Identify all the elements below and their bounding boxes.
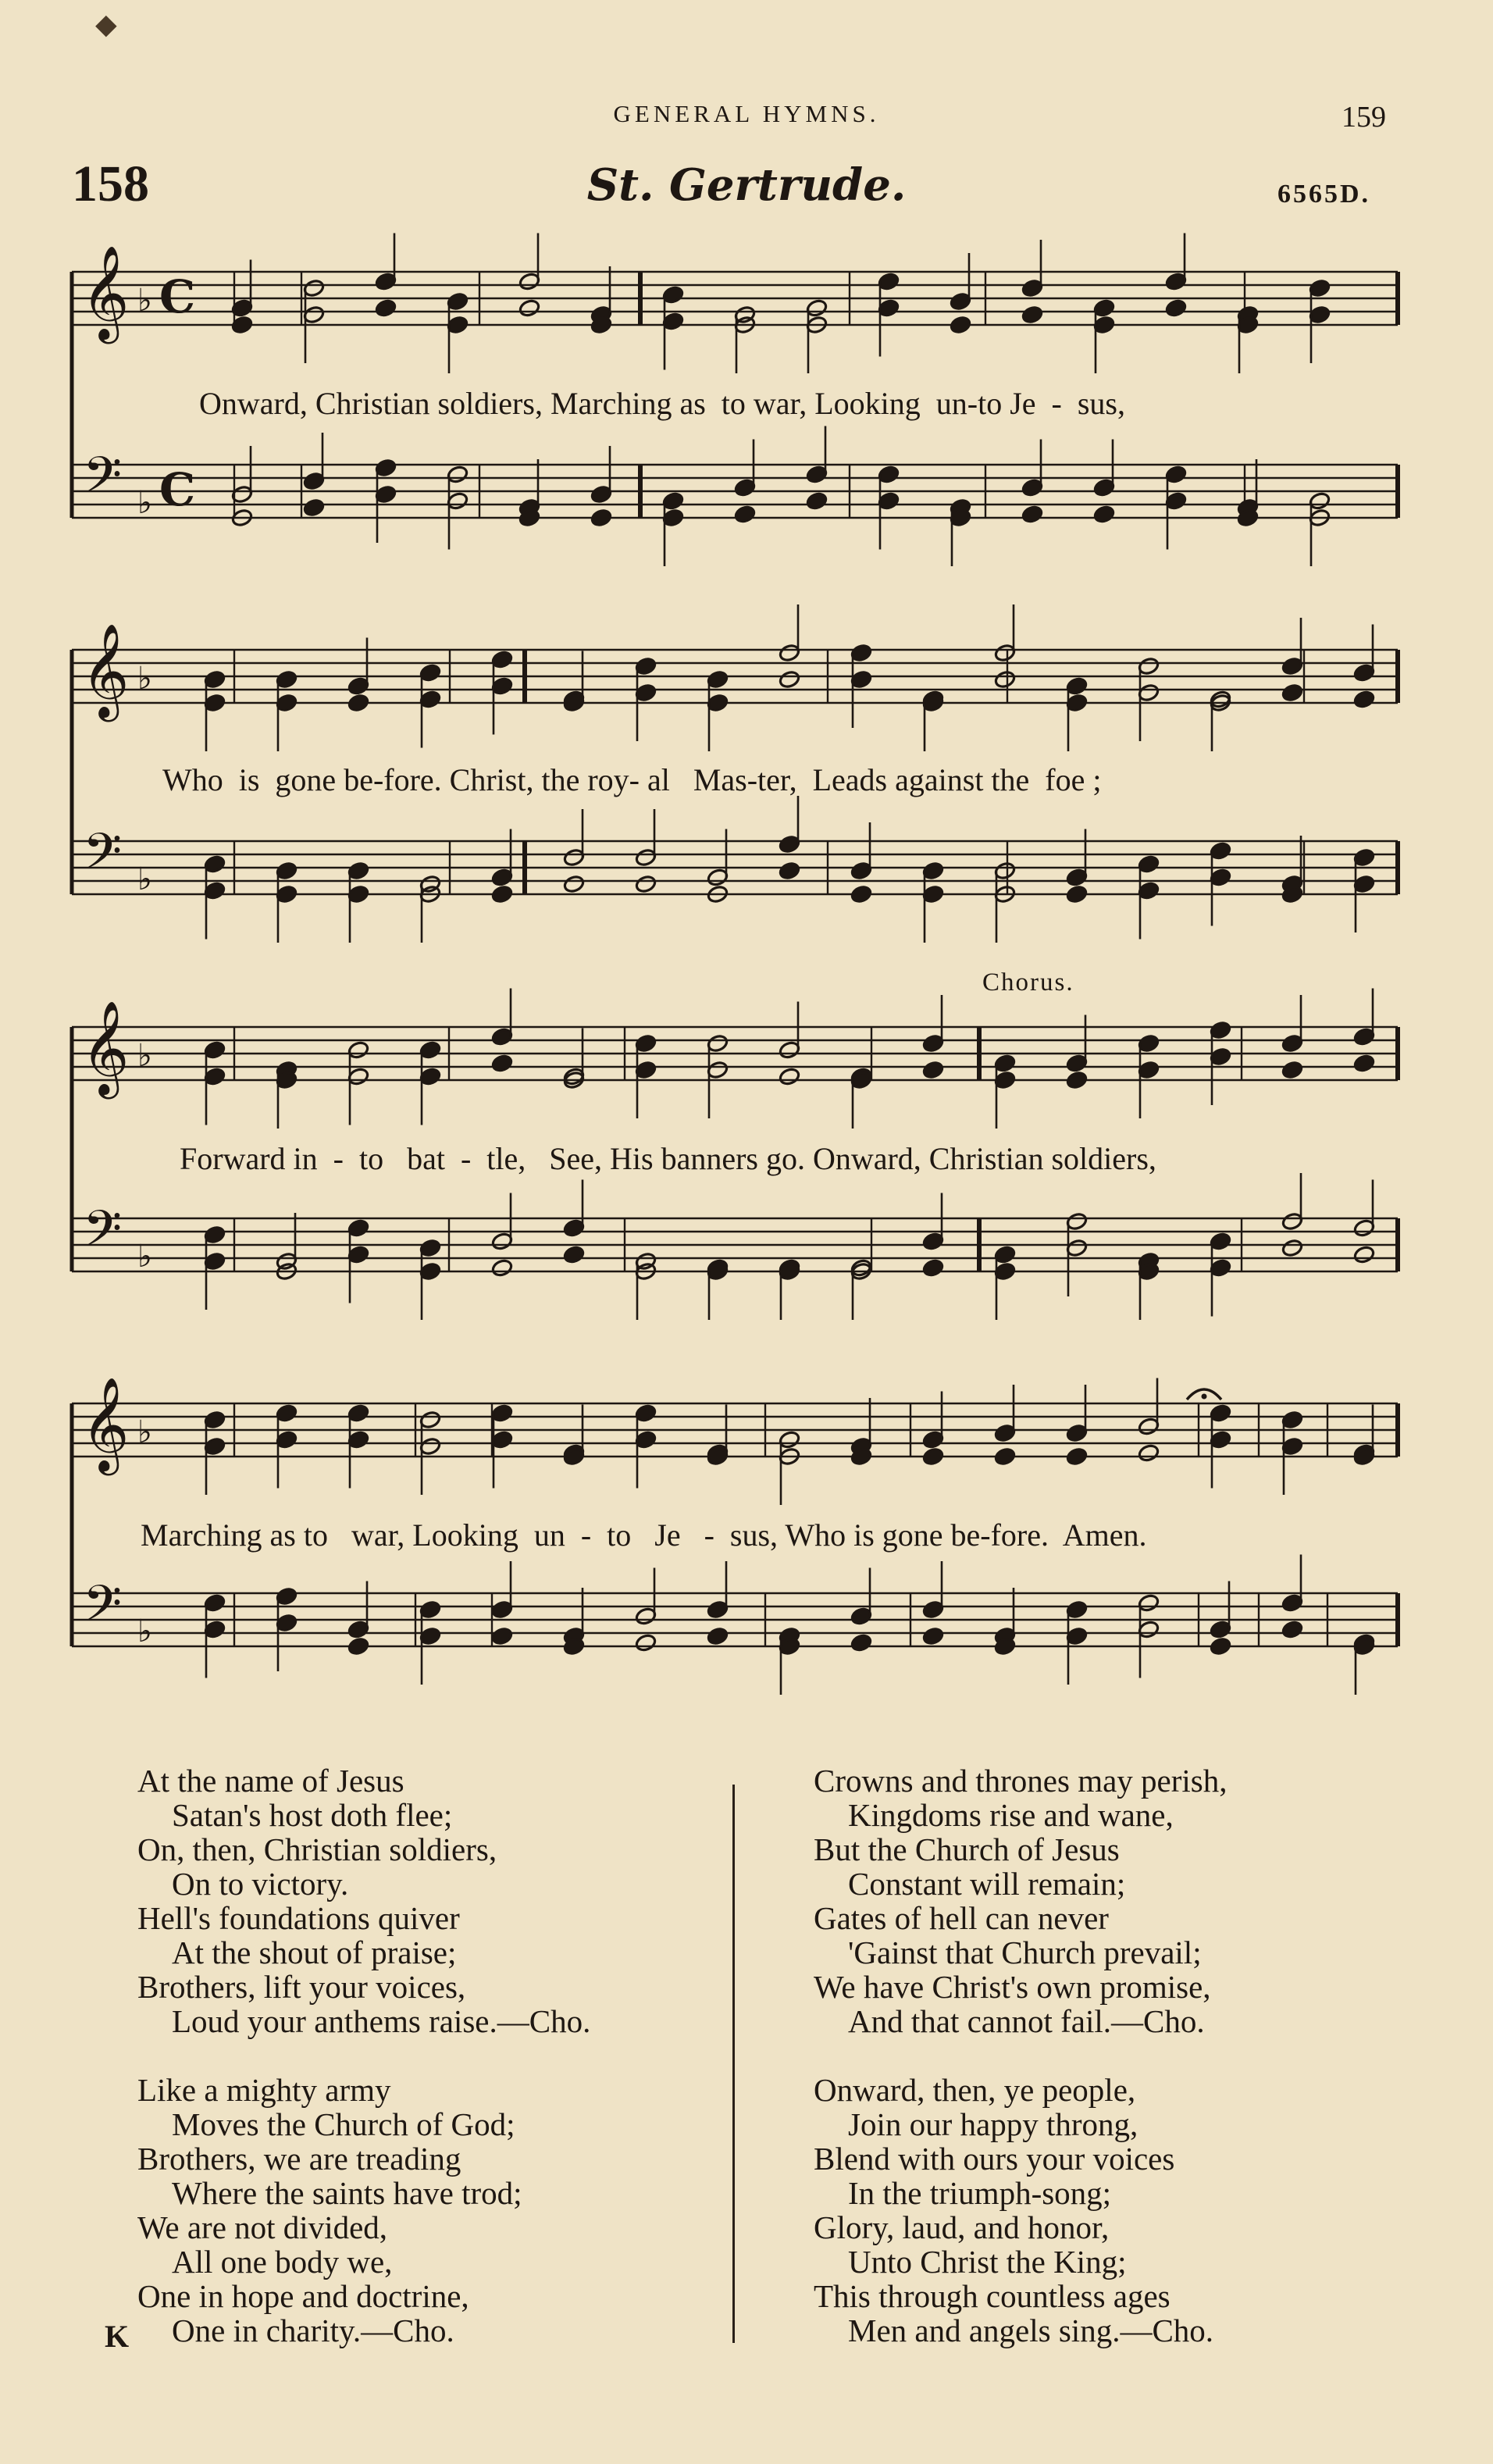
bass-note-head [1093,505,1116,524]
verse-line: Onward, then, ye people, [814,2072,1136,2108]
bass-note-head [922,1627,945,1646]
treble-clef-icon: 𝄞 [81,1000,130,1095]
verse-line: Hell's foundations quiver [137,1900,460,1936]
treble-note-head [1021,305,1044,325]
verse-line: This through countless ages [814,2278,1171,2314]
flat-key-signature-icon: ♭ [137,1239,152,1275]
bass-note-head [850,1633,873,1653]
treble-clef-icon: 𝄞 [81,622,130,718]
bass-note-head [1281,1620,1304,1639]
treble-note-head [922,1447,945,1467]
verse-line: 'Gainst that Church prevail; [848,1934,1202,1970]
bass-note-head [491,885,514,904]
treble-note-head [491,1054,514,1073]
treble-clef-icon: 𝄞 [81,1376,130,1471]
bass-clef-icon: 𝄢 [83,1200,123,1271]
treble-note-head [375,298,397,318]
verse-line: On, then, Christian soldiers, [137,1831,497,1867]
signature-mark: K [105,2319,130,2354]
verse-column-2 [814,1763,1228,2348]
verse-line: Satan's host doth flee; [172,1797,453,1833]
bass-note-head [590,508,613,528]
verse-line: Loud your anthems raise.—Cho. [172,2003,591,2039]
verse-line: But the Church of Jesus [814,1831,1120,1867]
verse-line: Gates of hell can never [814,1900,1109,1936]
bass-note-head [347,1637,370,1656]
treble-note-head [779,670,801,690]
bass-note-head [635,875,657,894]
verse-line: Brothers, lift your voices, [137,1969,466,2005]
treble-note-head [922,1061,945,1080]
bass-note-head [1066,885,1089,904]
lyric-line-3: Forward in - to bat - tle, See, His banners go. Onward, Christian soldiers, [180,1141,1156,1176]
bass-note-head [734,505,757,524]
treble-note-head [994,1447,1017,1467]
flat-key-signature-icon: ♭ [137,283,152,319]
treble-note-head [518,298,541,318]
chorus-label: Chorus. [982,968,1074,997]
bass-note-head [1021,505,1044,524]
verse-line: All one body we, [172,2244,393,2280]
tune-name: St. Gertrude. [586,159,907,211]
verse-line: We have Christ's own promise, [814,1969,1211,2005]
treble-note-head [1281,683,1304,703]
verse-line: Where the saints have trod; [172,2175,522,2211]
verse-line: Blend with ours your voices [814,2141,1175,2177]
treble-clef-icon: 𝄞 [81,244,130,340]
page-number: 159 [1342,101,1386,134]
hymn-number: 158 [72,155,149,212]
verse-line: At the name of Jesus [137,1763,404,1799]
margin-mark: ◆ [95,9,117,40]
verse-line [137,2038,590,2073]
verse-line: One in hope and doctrine, [137,2278,469,2314]
treble-note-head [1066,1071,1089,1090]
bass-note-head [850,885,873,904]
verse-line: One in charity.—Cho. [172,2312,454,2348]
treble-note-head [950,316,972,335]
flat-key-signature-icon: ♭ [137,861,152,897]
flat-key-signature-icon: ♭ [137,1614,152,1649]
verse-line: We are not divided, [137,2209,388,2245]
bass-clef-icon: 𝄢 [83,823,123,893]
lyric-line-2: Who is gone be-fore. Christ, the roy- al Mas-ter, Leads against the foe ; [162,762,1102,797]
treble-note-head [1353,1054,1376,1073]
bass-note-head [707,1627,729,1646]
bass-note-head [779,861,801,881]
bass-note-head [1210,1637,1232,1656]
verse-line [814,2038,1228,2073]
verse-line: At the shout of praise; [172,1934,457,1970]
meter: 6565D. [1277,180,1371,209]
bass-note-head [806,491,828,511]
treble-note-head [1353,690,1376,709]
treble-note-head [779,1067,801,1086]
running-head: GENERAL HYMNS. [613,100,880,127]
treble-note-head [994,670,1017,690]
bass-note-head [303,498,326,518]
fermata-dot-icon [1202,1394,1207,1400]
bass-note-head [491,1627,514,1646]
verse-line: In the triumph-song; [848,2175,1112,2211]
flat-key-signature-icon: ♭ [137,485,152,521]
common-time-icon: C [159,463,196,516]
verse-line: On to victory. [172,1866,349,1902]
verse-line: Join our happy throng, [848,2106,1138,2142]
bass-note-head [1281,1239,1304,1258]
bass-note-head [563,875,586,894]
common-time-icon: C [159,270,196,323]
bass-clef-icon: 𝄢 [83,447,123,517]
verse-line: Kingdoms rise and wane, [848,1797,1174,1833]
column-divider [732,1785,735,2343]
flat-key-signature-icon: ♭ [137,1414,152,1450]
bass-note-head [563,1245,586,1264]
treble-note-head [1165,298,1188,318]
verse-line: Crowns and thrones may perish, [814,1763,1228,1799]
lyric-line-1: Onward, Christian soldiers, Marching as to war, Looking un-to Je - sus, [199,386,1125,421]
bass-note-head [922,1258,945,1278]
verse-line: Moves the Church of God; [172,2106,515,2142]
lyric-line-4: Marching as to war, Looking un - to Je - sus, Who is gone be-fore. Amen. [141,1517,1147,1553]
verse-line: Like a mighty army [137,2072,391,2108]
bass-clef-icon: 𝄢 [83,1575,123,1646]
treble-note-head [1066,1447,1089,1467]
verse-line: Men and angels sing.—Cho. [848,2312,1214,2348]
verse-line: Glory, laud, and honor, [814,2209,1110,2245]
verse-line: Constant will remain; [848,1866,1126,1902]
bass-note-head [1353,1245,1376,1264]
bass-note-head [491,1258,514,1278]
flat-key-signature-icon: ♭ [137,1038,152,1074]
verse-line: Unto Christ the King; [848,2244,1127,2280]
verse-line: Brothers, we are treading [137,2141,461,2177]
bass-note-head [635,1633,657,1653]
flat-key-signature-icon: ♭ [137,661,152,697]
verse-line: And that cannot fail.—Cho. [848,2003,1205,2039]
treble-note-head [1138,1443,1160,1463]
treble-note-head [1281,1061,1304,1080]
verse-column-1 [137,1763,590,2348]
treble-note-head [347,694,370,713]
